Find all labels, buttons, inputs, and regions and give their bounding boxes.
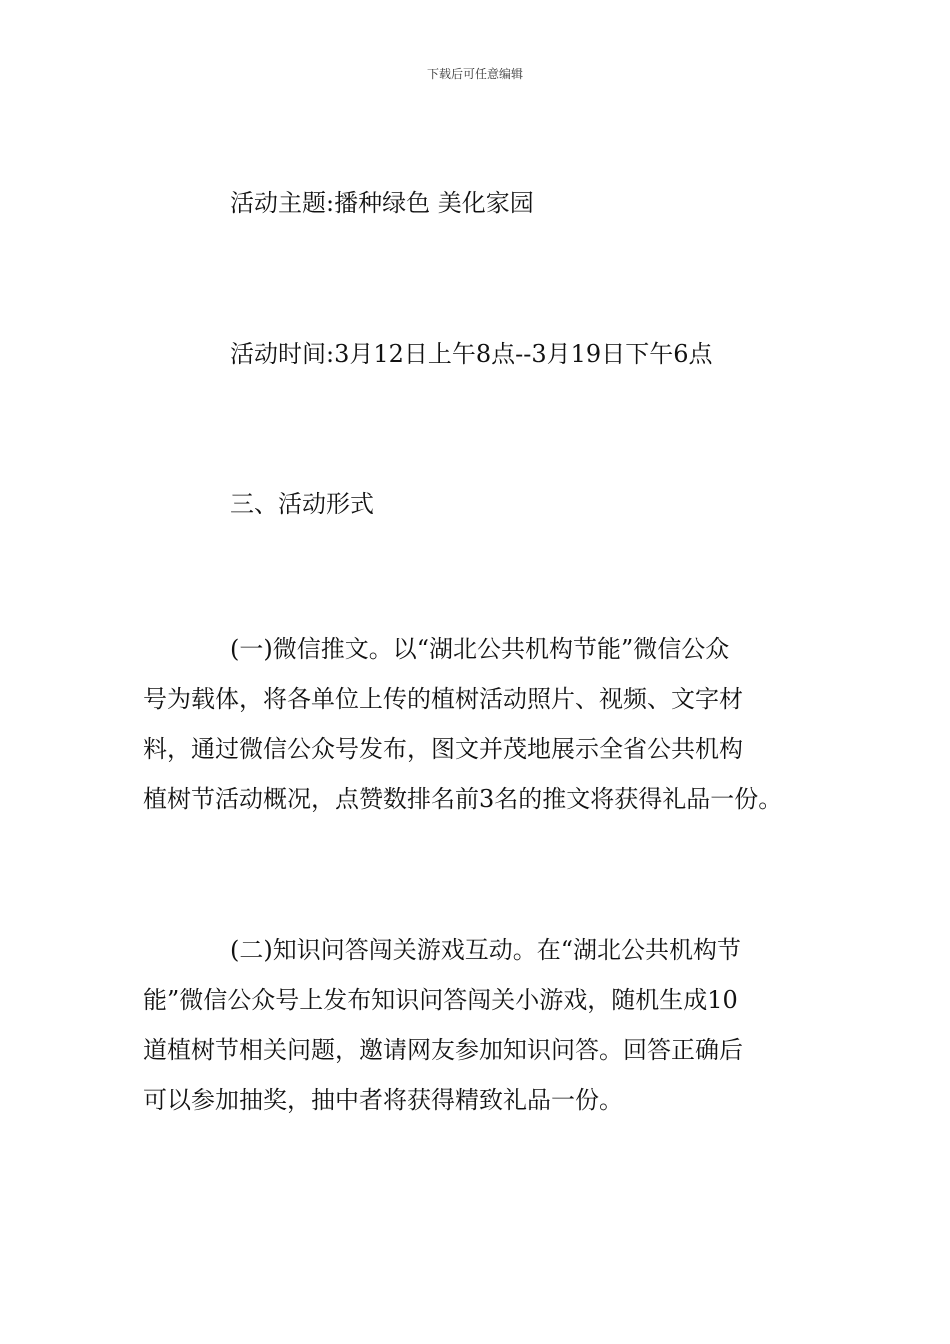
section-heading: 三、活动形式 <box>230 490 374 518</box>
paragraph-line: 道植树节相关问题，邀请网友参加知识问答。回答正确后 <box>143 1036 743 1064</box>
paragraph-line: (一)微信推文。以“湖北公共机构节能”微信公众 <box>230 635 730 663</box>
paragraph-line: (二)知识问答闯关游戏互动。在“湖北公共机构节 <box>230 936 741 964</box>
paragraph-quiz-game <box>143 925 823 1125</box>
paragraph-line: 号为载体，将各单位上传的植树活动照片、视频、文字材 <box>143 685 743 713</box>
paragraph-line: 料，通过微信公众号发布，图文并茂地展示全省公共机构 <box>143 735 743 763</box>
paragraph-line: 可以参加抽奖，抽中者将获得精致礼品一份。 <box>143 1086 623 1114</box>
activity-theme-line: 活动主题:播种绿色 美化家园 <box>230 189 534 217</box>
header-note: 下载后可任意编辑 <box>426 67 523 81</box>
paragraph-wechat-post <box>143 624 823 824</box>
paragraph-line: 植树节活动概况，点赞数排名前3名的推文将获得礼品一份。 <box>143 785 783 813</box>
activity-time-line: 活动时间:3月12日上午8点--3月19日下午6点 <box>230 340 713 368</box>
paragraph-line: 能”微信公众号上发布知识问答闯关小游戏，随机生成10 <box>143 986 738 1014</box>
